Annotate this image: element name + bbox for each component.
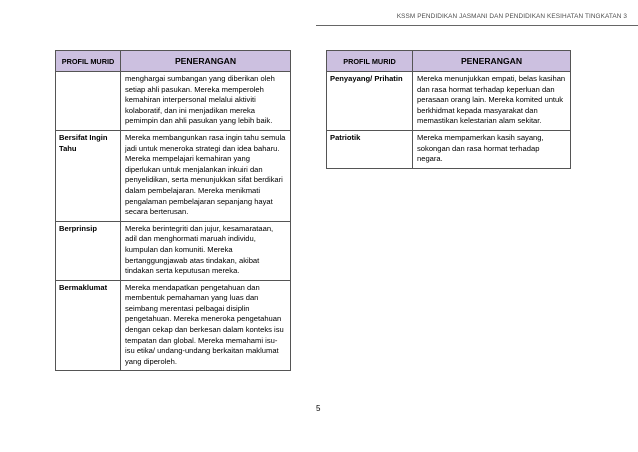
page-header: [316, 13, 638, 20]
table-row: [327, 72, 571, 131]
table-row: [56, 280, 291, 371]
table-row: [56, 130, 291, 221]
column-header-penerangan: PENERANGAN: [413, 51, 571, 72]
table-row: [56, 221, 291, 280]
profile-description: menghargai sumbangan yang diberikan oleh setiap ahli pasukan. Mereka memperoleh kemahiran interpersonal melalui aktiviti kolaboratif, dan ini menjadikan mereka pemimpin dan ahli pasukan yang lebih baik.: [121, 72, 291, 131]
table-header-row: [327, 51, 571, 72]
profile-label: Bersifat Ingin Tahu: [56, 130, 121, 221]
profile-description: Mereka membangunkan rasa ingin tahu semula jadi untuk meneroka strategi dan idea baharu. Mereka mempelajari kemahiran yang diperlukan untuk menjalankan inkuiri dan penyelidikan, serta menunjukkan sifat berdikari dalam pembelajaran. Mereka menikmati pengalaman pembelajaran sepanjang hayat secara berterusan.: [121, 130, 291, 221]
table-row: [56, 72, 291, 131]
profile-description: Mereka mempamerkan kasih sayang, sokongan dan rasa hormat terhadap negara.: [413, 130, 571, 168]
header-title: KSSM PENDIDIKAN JASMANI DAN PENDIDIKAN KESIHATAN TINGKATAN 3: [396, 13, 627, 20]
profile-description: Mereka berintegriti dan jujur, kesamarataan, adil dan menghormati maruah individu, kumpulan dan komuniti. Mereka bertanggungjawab atas tindakan, akibat tindakan serta keputusan mereka.: [121, 221, 291, 280]
header-rule: [316, 25, 638, 26]
profile-label: Bermaklumat: [56, 280, 121, 371]
column-header-profil: PROFIL MURID: [327, 51, 413, 72]
profile-label: Patriotik: [327, 130, 413, 168]
page-number: 5: [316, 404, 321, 413]
profile-table-left: [55, 50, 291, 371]
profile-label: [56, 72, 121, 131]
profile-description: Mereka mendapatkan pengetahuan dan membentuk pemahaman yang luas dan seimbang merentasi pelbagai disiplin pengetahuan. Mereka meneroka pengetahuan dengan cekap dan berkesan dalam konteks isu tempatan dan global. Mereka memahami isu-isu etika/ undang-undang berkaitan maklumat yang diperoleh.: [121, 280, 291, 371]
profile-label: Berprinsip: [56, 221, 121, 280]
profile-label: Penyayang/ Prihatin: [327, 72, 413, 131]
column-header-penerangan: PENERANGAN: [121, 51, 291, 72]
profile-description: Mereka menunjukkan empati, belas kasihan dan rasa hormat terhadap keperluan dan perasaan orang lain. Mereka komited untuk berkhidmat kepada masyarakat dan memastikan kelestarian alam sekitar.: [413, 72, 571, 131]
table-row: [327, 130, 571, 168]
table-header-row: [56, 51, 291, 72]
profile-table-right: [326, 50, 571, 169]
column-header-profil: PROFIL MURID: [56, 51, 121, 72]
